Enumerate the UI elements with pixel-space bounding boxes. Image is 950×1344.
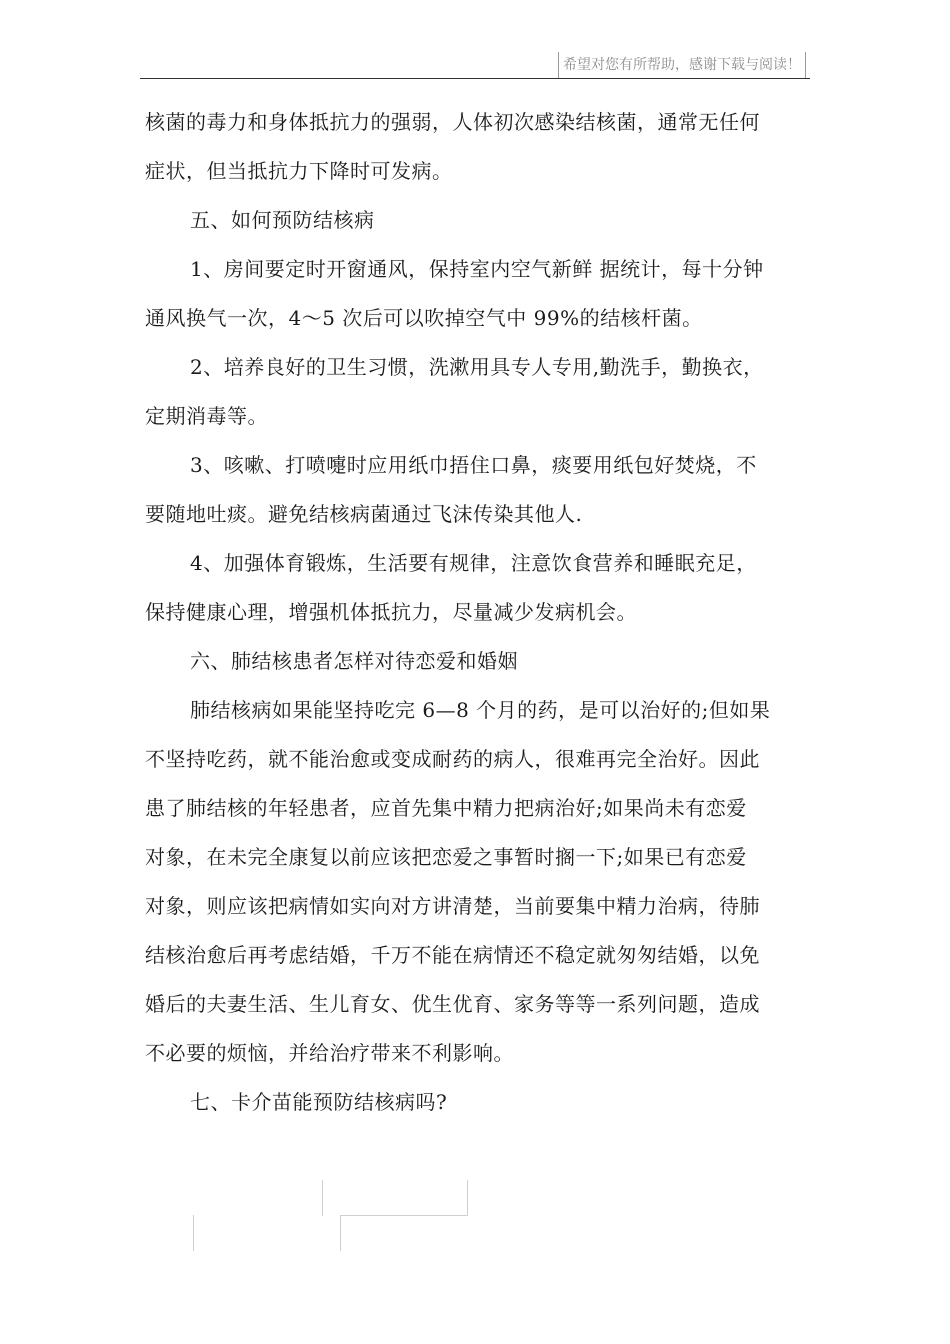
body-text-line: 要随地吐痰。避免结核病菌通过飞沫传染其他人. [145,502,583,526]
body-text-line: 患了肺结核的年轻患者，应首先集中精力把病治好;如果尚未有恋爱 [145,796,747,820]
body-text-line: 对象，则应该把病情如实向对方讲清楚，当前要集中精力治病，待肺 [145,894,760,918]
body-text-line: 4、加强体育锻炼，生活要有规律，注意饮食营养和睡眠充足， [190,551,757,575]
frame-line [467,1180,468,1216]
frame-line [322,1180,323,1216]
body-text-line: 七、卡介苗能预防结核病吗? [190,1090,448,1114]
body-text-line: 六、肺结核患者怎样对待恋爱和婚姻 [190,649,518,673]
body-text-line: 核菌的毒力和身体抵抗力的强弱，人体初次感染结核菌，通常无任何 [145,110,760,134]
header-banner: 希望对您有所帮助，感谢下载与阅读！ [558,52,806,78]
body-text-line: 对象，在未完全康复以前应该把恋爱之事暂时搁一下;如果已有恋爱 [145,845,747,869]
body-text-line: 不坚持吃药，就不能治愈或变成耐药的病人，很难再完全治好。因此 [145,747,760,771]
body-text-line: 3、咳嗽、打喷嚏时应用纸巾捂住口鼻，痰要用纸包好焚烧，不 [190,453,757,477]
header-rule [140,78,810,79]
document-body [145,98,810,1127]
body-text-line: 通风换气一次，4～5 次后可以吹掉空气中 99%的结核杆菌。 [145,306,703,330]
body-text-line: 症状，但当抵抗力下降时可发病。 [145,159,453,183]
body-text-line: 肺结核病如果能坚持吃完 6—8 个月的药，是可以治好的;但如果 [190,698,771,722]
body-text-line: 结核治愈后再考虑结婚，千万不能在病情还不稳定就匆匆结婚，以免 [145,943,760,967]
frame-line [193,1215,194,1251]
body-text-line: 定期消毒等。 [145,404,268,428]
body-text-line: 五、如何预防结核病 [190,208,375,232]
body-text-line: 婚后的夫妻生活、生儿育女、优生优育、家务等等一系列问题，造成 [145,992,760,1016]
body-text-line: 2、培养良好的卫生习惯，洗漱用具专人专用,勤洗手，勤换衣， [190,355,764,379]
body-text-line: 1、房间要定时开窗通风，保持室内空气新鲜 据统计，每十分钟 [190,257,764,281]
frame-line [340,1215,468,1216]
body-text-line: 不必要的烦恼，并给治疗带来不利影响。 [145,1041,514,1065]
frame-line [340,1215,341,1251]
body-text-line: 保持健康心理，增强机体抵抗力，尽量减少发病机会。 [145,600,637,624]
